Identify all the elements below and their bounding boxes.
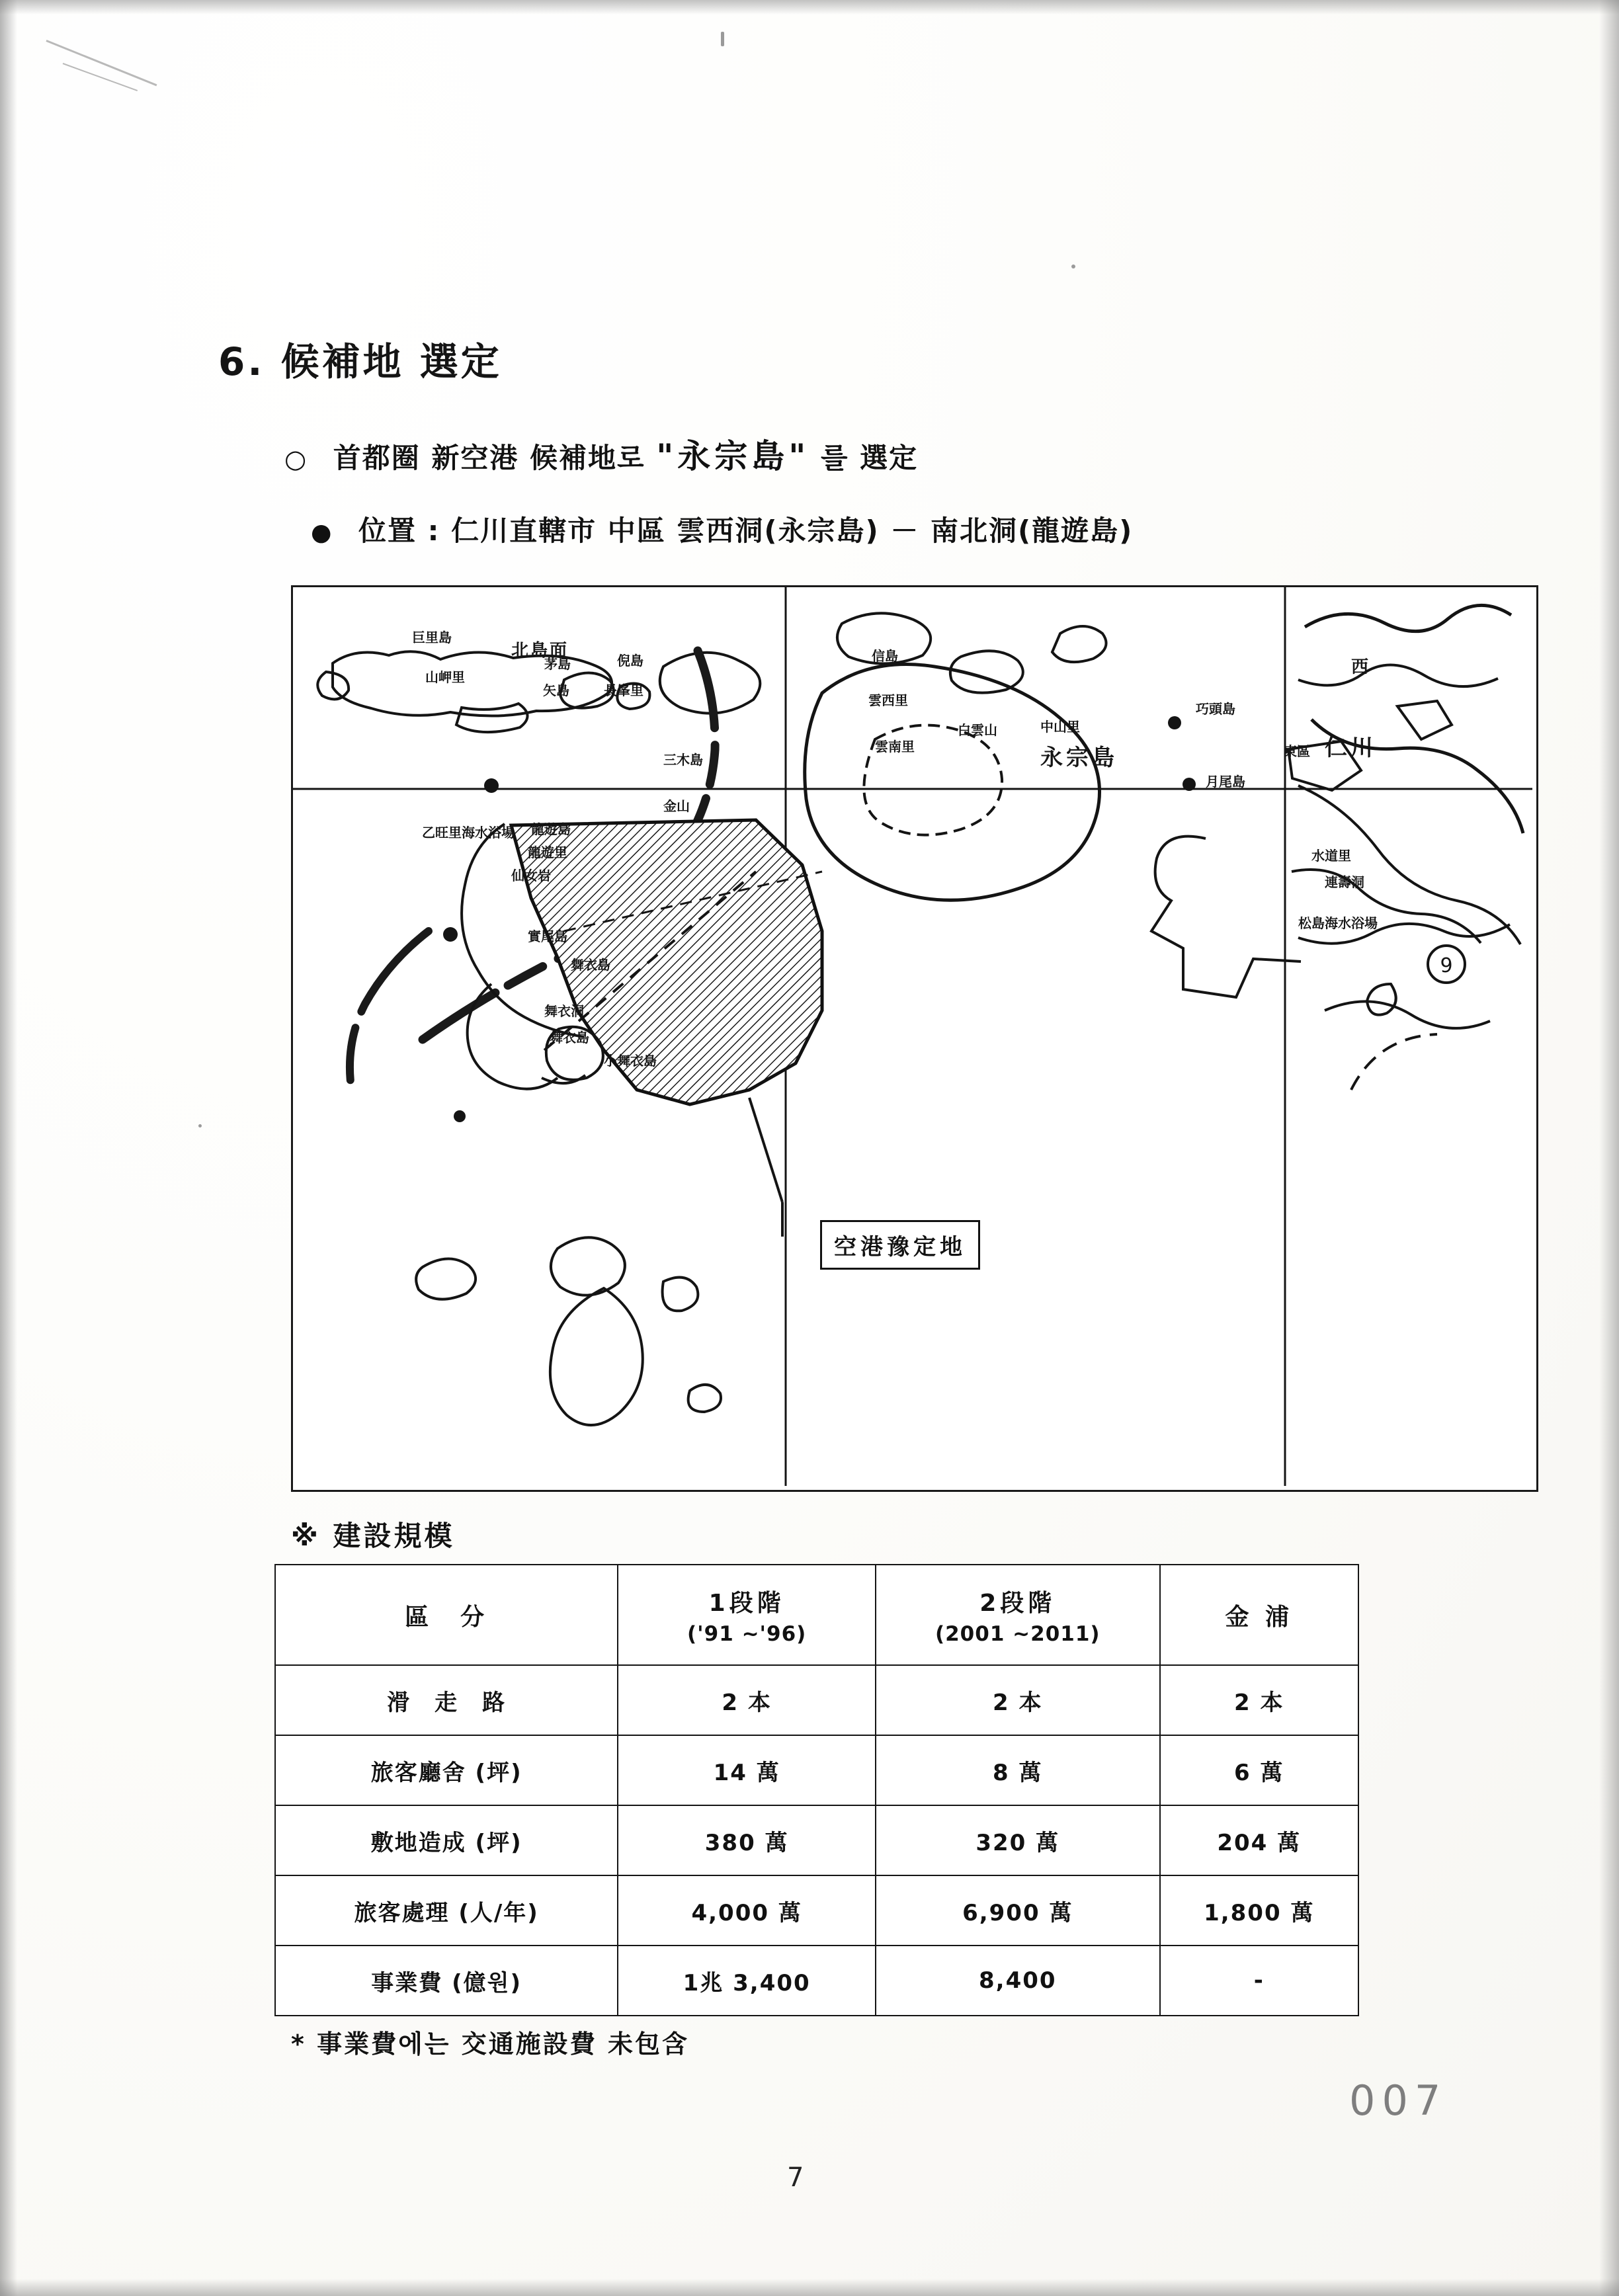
cell-phase1: 4,000 萬 <box>618 1875 876 1946</box>
cell-phase2: 6,900 萬 <box>876 1875 1159 1946</box>
bullet-text-pre: 首都圈 新空港 候補地로 <box>333 442 645 474</box>
table-row <box>275 1735 1358 1805</box>
cell-phase2: 8,400 <box>876 1946 1159 2016</box>
table-header-row <box>275 1565 1358 1665</box>
map-label: 茅島 <box>544 656 571 672</box>
map-label: 金山 <box>663 798 690 814</box>
table-header-phase1 <box>618 1565 876 1665</box>
scan-speck <box>1071 265 1075 268</box>
row-label: 事業費 (億원) <box>275 1946 618 2016</box>
location-text: 位置 : 仁川直轄市 中區 雲西洞(永宗島) － 南北洞(龍遊島) <box>358 514 1134 547</box>
table-footnote: * 事業費에는 交通施設費 未包含 <box>291 2030 689 2059</box>
svg-text:9: 9 <box>1440 954 1453 977</box>
section-heading: 6. 候補地 選定 <box>218 339 502 384</box>
map-label: 水道里 <box>1311 848 1351 864</box>
bullet-line-candidate-site <box>284 430 918 477</box>
page-edge-shadow-bottom <box>0 2279 1619 2296</box>
row-label: 旅客廳舍 (坪) <box>275 1735 618 1805</box>
map-figure <box>291 585 1538 1492</box>
bullet-text-post: 를 選定 <box>820 442 919 474</box>
header-sub-text: (2001 ~2011) <box>934 1621 1100 1646</box>
map-label: 舞衣洞 <box>544 1003 584 1019</box>
table-row <box>275 1665 1358 1735</box>
map-label: 白雲山 <box>958 722 997 738</box>
map-label: 實尾島 <box>528 928 567 944</box>
table-header-phase2 <box>876 1565 1159 1665</box>
cell-phase2: 8 萬 <box>876 1735 1159 1805</box>
map-label: 中山里 <box>1040 719 1080 735</box>
map-label: 長峯里 <box>604 682 643 698</box>
table-row <box>275 1875 1358 1946</box>
map-label: 龍遊里 <box>528 844 567 860</box>
page-number: 7 <box>787 2162 804 2193</box>
cell-gimpo: 6 萬 <box>1160 1735 1358 1805</box>
map-label: 信島 <box>872 648 898 664</box>
map-label: 雲南里 <box>875 739 915 755</box>
map-label: 舞衣島 <box>550 1030 589 1046</box>
map-label: 仁川 <box>1325 735 1376 761</box>
page-edge-shadow-top <box>0 0 1619 15</box>
cell-phase1: 14 萬 <box>618 1735 876 1805</box>
cell-phase2: 320 萬 <box>876 1805 1159 1875</box>
open-circle-bullet-icon: ○ <box>284 444 308 473</box>
scan-speck <box>198 1124 202 1128</box>
table-header-gimpo <box>1160 1565 1358 1665</box>
row-label: 滑 走 路 <box>275 1665 618 1735</box>
map-label: 舞衣島 <box>571 957 610 973</box>
map-label: 仙女岩 <box>511 868 551 883</box>
map-label: 月尾島 <box>1206 774 1245 790</box>
map-label: 巨里島 <box>412 630 452 645</box>
header-main-text: 金 浦 <box>1225 1603 1294 1631</box>
cell-phase1: 2 本 <box>618 1665 876 1735</box>
table-header-division <box>275 1565 618 1665</box>
map-label: 永宗島 <box>1040 745 1118 771</box>
header-main-text: 區 分 <box>405 1603 489 1631</box>
airport-site-callout: 空港豫定地 <box>820 1220 980 1270</box>
map-label: 山岬里 <box>425 669 465 685</box>
page-edge-shadow-left <box>0 0 17 2296</box>
cell-phase2: 2 本 <box>876 1665 1159 1735</box>
map-label: 東區 <box>1284 743 1310 759</box>
map-label: 雲西里 <box>868 692 908 708</box>
map-label: 松島海水浴場 <box>1298 915 1378 931</box>
bullet-line-location <box>311 509 1133 549</box>
table-row <box>275 1946 1358 2016</box>
construction-scale-heading: ※ 建設規模 <box>291 1520 455 1552</box>
map-label: 倪島 <box>617 653 643 669</box>
map-label: 巧頭島 <box>1196 701 1235 717</box>
scan-speck <box>721 32 724 46</box>
map-label: 小舞衣島 <box>604 1053 657 1069</box>
bullet-text-emphasis: "永宗島" <box>656 437 810 475</box>
header-sub-text: ('91 ~'96) <box>686 1621 807 1646</box>
cell-gimpo: 204 萬 <box>1160 1805 1358 1875</box>
construction-scale-table <box>274 1564 1359 2016</box>
cell-gimpo: 2 本 <box>1160 1665 1358 1735</box>
header-main-text: 2段階 <box>979 1589 1056 1617</box>
map-label: 三木島 <box>663 752 703 768</box>
cell-gimpo: 1,800 萬 <box>1160 1875 1358 1946</box>
map-label: 乙旺里海水浴場 <box>422 825 515 840</box>
row-label: 旅客處理 (人/年) <box>275 1875 618 1946</box>
archival-page-stamp: 007 <box>1349 2076 1448 2125</box>
map-label: 連壽洞 <box>1325 874 1364 890</box>
map-label: 矢島 <box>543 682 569 698</box>
cell-phase1: 380 萬 <box>618 1805 876 1875</box>
table-row <box>275 1805 1358 1875</box>
page-edge-shadow-right <box>1599 0 1619 2296</box>
map-label: 北島面 <box>511 641 569 661</box>
map-label: 西 <box>1351 657 1371 677</box>
map-label: 龍遊島 <box>531 821 571 837</box>
header-main-text: 1段階 <box>708 1589 785 1617</box>
row-label: 敷地造成 (坪) <box>275 1805 618 1875</box>
cell-gimpo: - <box>1160 1946 1358 2016</box>
map-drawing <box>293 587 1532 1486</box>
filled-circle-bullet-icon: ● <box>311 519 333 546</box>
cell-phase1: 1兆 3,400 <box>618 1946 876 2016</box>
